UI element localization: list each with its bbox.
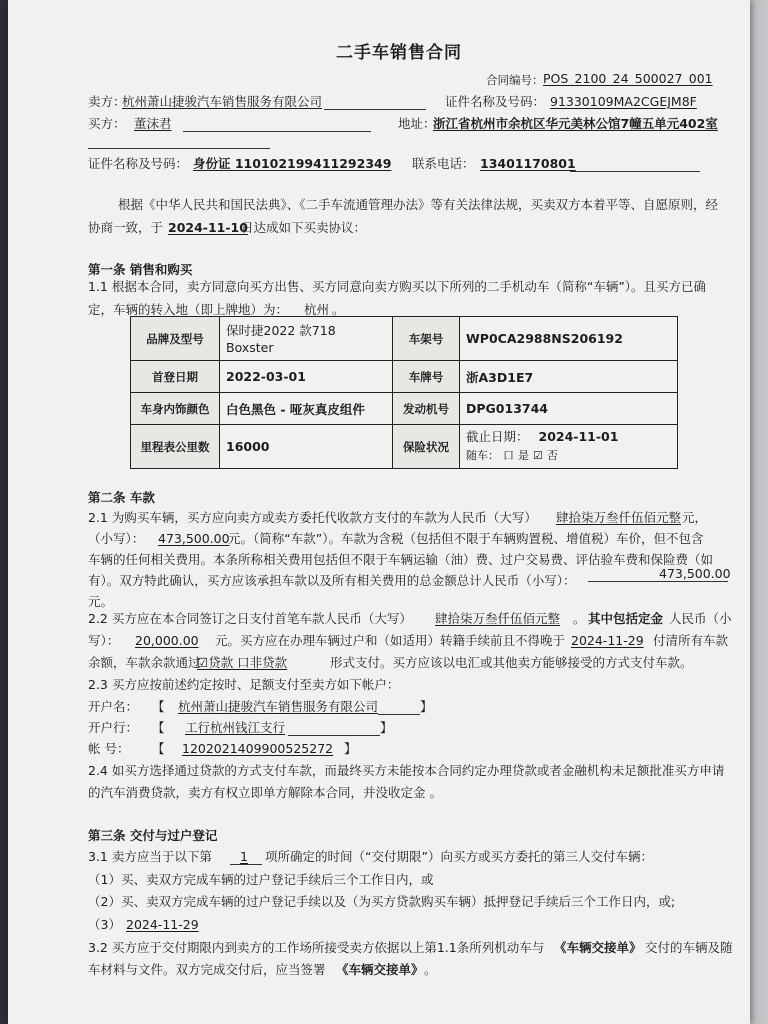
bank-underline [288,735,380,736]
mileage-label: 里程表公里数 [131,425,220,469]
brand-label: 品牌及型号 [131,317,220,361]
engine-label: 发动机号 [393,393,460,425]
reg-date-label: 首登日期 [131,361,220,393]
bank-name: 工行杭州钱江支行 [185,720,286,735]
article2-4-line1: 2.4 如买方选择通过贷款的方式支付车款，而最终买方未能按本合同约定办理贷款或者金融机构未足额批准买方申请 [88,763,725,778]
insurance-deadline: 2024-11-01 [538,429,619,444]
plate-value: 浙A3D1E7 [460,361,678,393]
article2-1-end: 元。 [88,594,114,609]
loan-option: ☑贷款 口非贷款 [197,655,288,670]
bank-label: 开户行： [88,720,139,735]
article2-2-rmb: 人民币（小 [669,611,732,626]
vin-label: 车架号 [393,317,460,361]
seller-name: 杭州萧山捷骏汽车销售服务有限公司 [122,94,323,109]
vehicle-spec-table [130,316,678,469]
article3-1-line1b: 项所确定的时间（“交付期限”）向买方或买方委托的第三人交付车辆： [265,849,653,864]
bracket-right: 】 [344,741,357,756]
bracket-left: 【 [152,741,165,756]
bracket-right: 】 [420,699,433,714]
article1-title: 第一条 销售和购买 [88,262,193,277]
article2-2-line2: 元。买方应在办理车辆过户和（如适用）转籍手续前且不得晚于 [215,633,566,648]
article2-2-write: 写）： [88,633,120,648]
article1-1-end: 。 [332,302,345,317]
insurance-value [460,425,678,469]
follow-no: 否 [546,449,558,462]
buyer-id: 身份证 110102199411292349 [193,156,392,171]
vin-value: WP0CA2988NS206192 [460,317,678,361]
contract-page [8,0,750,1024]
contract-no: POS_2100_24_500027_001 [543,71,713,86]
follow-no-box: ☑ [532,449,543,462]
handover-form-2: 《车辆交接单》 [336,962,424,977]
transfer-city: 杭州 [304,302,330,317]
table-row [131,425,678,469]
article2-1-yuan: 元， [682,510,708,525]
bracket-left: 【 [152,699,165,714]
article2-2-line3a: 余额，车款余款通过 [88,655,201,670]
article2-1-line4: 有）。双方特此确认，买方应该承担车款以及所有相关费用的总金额总计人民币（小写）： [88,573,576,588]
article1-1-line2: 定，车辆的转入地（即上牌地）为： [88,302,289,317]
article3-option3-prefix: （3） [88,917,121,932]
intro-line-2b: 日达成如下买卖协议： [241,220,367,235]
brand-value [220,317,393,361]
article2-2-period: 。 [573,611,586,626]
follow-yes-box: 口 [502,449,514,462]
phone-label: 联系电话： [412,156,475,171]
first-payment-upper: 肆拾柒万叁仟伍佰元整 [435,611,561,626]
buyer-phone: 13401170801 [480,156,576,171]
table-row [131,393,678,425]
payment-deadline: 2024-11-29 [571,633,644,648]
intro-date: 2024-11-10 [168,220,248,235]
intro-line-2a: 协商一致，于 [88,220,164,235]
article3-2-line2: 车材料与文件。双方完成交付后，应当签署 [88,962,326,977]
total-lower: 473,500.00 [659,566,731,581]
price-upper: 肆拾柒万叁仟伍佰元整 [556,510,682,525]
reg-date-value: 2022-03-01 [220,361,393,393]
article2-2-pay-all: 付清所有车款 [653,633,729,648]
account-no-label: 帐 号： [88,741,130,756]
article3-title: 第三条 交付与过户登记 [88,828,218,843]
contract-no-label: 合同编号： [486,73,544,87]
deposit-included: 其中包括定金 [588,611,664,626]
phone-underline [570,171,700,172]
account-name-underline [378,714,420,715]
buyer-underline [183,131,371,132]
price-lower: 473,500.00 [158,531,230,546]
insurance-label: 保险状况 [393,425,460,469]
bracket-right: 】 [380,720,393,735]
buyer-address: 浙江省杭州市余杭区华元美林公馆7幢五单元402室 [433,116,718,131]
article3-option3-date: 2024-11-29 [126,917,199,932]
brand-value-line2: Boxster [226,339,274,355]
article3-2-line1: 3.2 买方应于交付期限内到卖方的工作场所接受卖方依据以上第1.1条所列机动车与 [88,940,545,955]
article2-3: 2.3 买方应按前述约定按时、足额支付至卖方如下帐户： [88,677,400,692]
address-underline [88,148,270,149]
document-title: 二手车销售合同 [336,43,462,63]
article2-1-lower-label: （小写）： [88,531,145,546]
bracket-left: 【 [152,720,165,735]
article2-4-line2: 的汽车消费贷款，卖方有权立即单方解除本合同，并没收定金 。 [88,785,442,800]
brand-value-line1: 保时捷2022 款718 [226,322,336,338]
seller-label: 卖方： [88,94,126,109]
article2-1-line2: 元。（简称“车款”）。车款为含税（包括但不限于车辆购置税、增值税）车价，但不包含 [228,531,704,546]
article3-1-line1a: 3.1 卖方应当于以下第 [88,849,212,864]
follow-label: 随车： [466,449,499,462]
plate-label: 车牌号 [393,361,460,393]
seller-id: 91330109MA2CGEJM8F [550,94,697,109]
item-underline [230,864,262,865]
color-label: 车身内饰颜色 [131,393,220,425]
handover-form-1: 《车辆交接单》 [554,940,642,955]
total-underline [588,581,728,582]
insurance-deadline-label: 截止日期： [466,429,529,444]
engine-value: DPG013744 [460,393,678,425]
article2-2-line1: 2.2 买方应在本合同签订之日支付首笔车款人民币（大写） [88,611,412,626]
account-no: 1202021409900525272 [182,741,334,756]
account-name-label: 开户名： [88,699,139,714]
article3-2-end: 。 [424,962,437,977]
article3-option1: （1）买、卖双方完成车辆的过户登记手续后三个工作日内，或 [88,872,434,887]
color-value: 白色黑色 - 哑灰真皮组件 [220,393,393,425]
intro-line-1: 根据《中华人民共和国民法典》、《二手车流通管理办法》等有关法律法规，买卖双方本着平等、自愿原则，经 [118,197,719,212]
table-row [131,317,678,361]
buyer-label: 买方： [88,116,126,131]
account-name: 杭州萧山捷骏汽车销售服务有限公司 [178,699,379,714]
buyer-id-label: 证件名称及号码： [88,156,189,171]
seller-underline [324,109,426,110]
table-row [131,361,678,393]
article2-title: 第二条 车款 [88,490,155,505]
article1-1-line1: 1.1 根据本合同，卖方同意向买方出售、买方同意向卖方购买以下所列的二手机动车（简称“车辆”）。且买方已确 [88,279,707,294]
article2-1-line3: 车辆的任何相关费用。本条所称相关费用包括但不限于车辆运输（油）费、过户交易费、评估验车费和保险费（如 [88,552,714,567]
seller-id-label: 证件名称及号码： [445,94,546,109]
buyer-name: 董沫君 [134,116,172,131]
article2-1-line1: 2.1 为购买车辆，买方应向卖方或卖方委托代收款方支付的车款为人民币（大写） [88,510,537,525]
article3-item-no: 1 [240,849,248,864]
article2-2-line3b: 形式支付。买方应该以电汇或其他卖方能够接受的方式支付车款。 [330,655,693,670]
address-label: 地址： [398,116,436,131]
article3-option2: （2）买、卖双方完成车辆的过户登记手续以及（为买方贷款购买车辆）抵押登记手续后三个工作日内，或; [88,894,676,909]
deposit-amount: 20,000.00 [135,633,199,648]
mileage-value: 16000 [220,425,393,469]
follow-yes: 是 [517,449,529,462]
article3-2-line1b: 交付的车辆及随 [645,940,733,955]
